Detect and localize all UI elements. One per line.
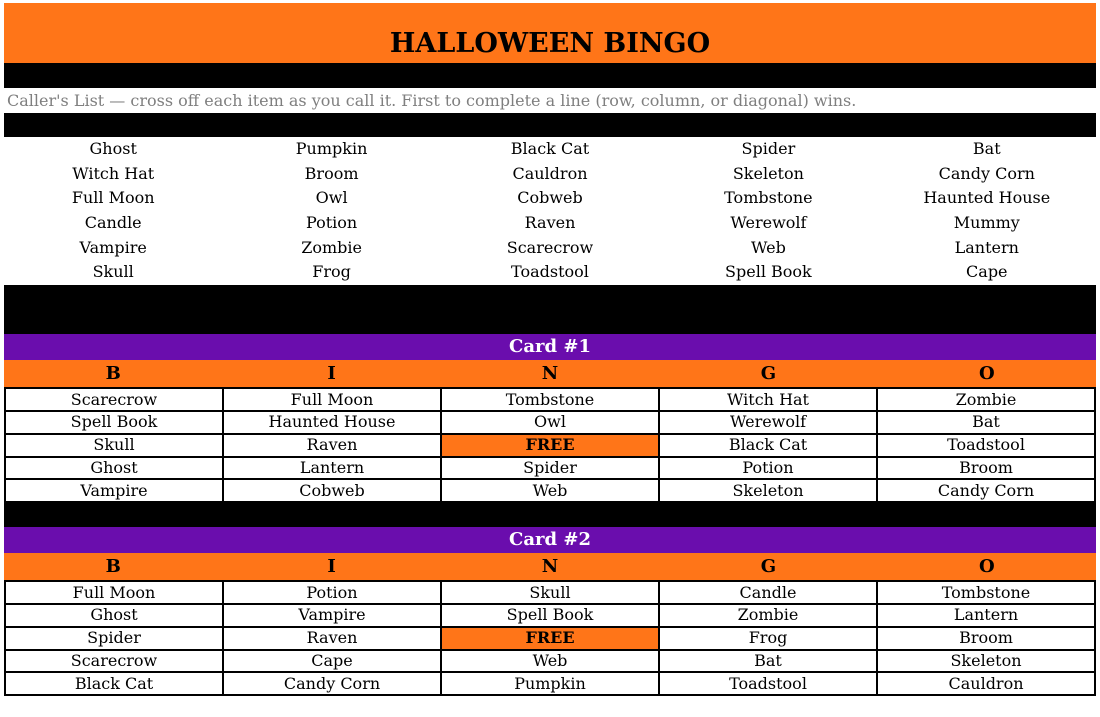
caller-item: Candy Corn <box>938 163 1035 183</box>
bingo-grid <box>4 580 1096 696</box>
caller-item: Toadstool <box>511 262 589 282</box>
bingo-cell: Lantern <box>877 604 1095 627</box>
bingo-cell: Tombstone <box>877 581 1095 604</box>
bingo-card-1 <box>4 334 1096 503</box>
bingo-cell: Scarecrow <box>5 650 223 673</box>
bingo-cell: Skull <box>441 581 659 604</box>
black-divider <box>4 113 1096 137</box>
bingo-cell: Spider <box>5 627 223 650</box>
bingo-cell: Haunted House <box>223 411 441 434</box>
bingo-cell: Werewolf <box>659 411 877 434</box>
caller-item: Candle <box>84 213 142 233</box>
instructions-text: Caller's List — cross off each item as you call it. First to complete a line (row, column, or diagonal) wins. <box>7 91 857 110</box>
bingo-row <box>5 604 1095 627</box>
bingo-cell: Spell Book <box>5 411 223 434</box>
bingo-cell: Vampire <box>5 479 223 502</box>
title-bar <box>4 3 1096 63</box>
bingo-cell: Black Cat <box>5 672 223 695</box>
bingo-cell: Witch Hat <box>659 388 877 411</box>
bingo-cell: Full Moon <box>5 581 223 604</box>
caller-item: Black Cat <box>510 139 590 158</box>
black-divider <box>4 503 1096 527</box>
caller-item: Skeleton <box>732 163 804 183</box>
bingo-cell: Skull <box>5 434 223 457</box>
bingo-cell: Cobweb <box>223 479 441 502</box>
bingo-letter-header <box>4 360 1096 387</box>
bingo-cell: Candle <box>659 581 877 604</box>
bingo-cell: Tombstone <box>441 388 659 411</box>
caller-item: Vampire <box>79 237 147 257</box>
bingo-cell: Bat <box>659 650 877 673</box>
card-title: Card #1 <box>4 334 1096 360</box>
bingo-cell: Full Moon <box>223 388 441 411</box>
caller-item: Werewolf <box>730 213 807 233</box>
page-title: HALLOWEEN BINGO <box>389 28 711 59</box>
bingo-cell: Potion <box>223 581 441 604</box>
bingo-card-2 <box>4 527 1096 696</box>
black-divider <box>4 285 1096 334</box>
bingo-cell: Spell Book <box>441 604 659 627</box>
bingo-cell: Web <box>441 650 659 673</box>
bingo-cell: Potion <box>659 457 877 480</box>
bingo-letter-n: N <box>541 363 559 385</box>
bingo-letter-o: O <box>978 556 995 578</box>
bingo-cell: Candy Corn <box>223 672 441 695</box>
caller-item: Cobweb <box>517 188 583 208</box>
bingo-cell: Vampire <box>223 604 441 627</box>
bingo-cell: Ghost <box>5 604 223 627</box>
caller-item: Web <box>750 237 786 257</box>
bingo-cell: Frog <box>659 627 877 650</box>
bingo-letter-header <box>4 553 1096 580</box>
bingo-letter-i: I <box>327 556 336 578</box>
bingo-cell: Skeleton <box>877 650 1095 673</box>
caller-item: Potion <box>305 213 358 233</box>
bingo-cell: Zombie <box>877 388 1095 411</box>
caller-list <box>4 137 1096 285</box>
bingo-cell: Ghost <box>5 457 223 480</box>
bingo-cell: Web <box>441 479 659 502</box>
bingo-cell: Candy Corn <box>877 479 1095 502</box>
caller-item: Scarecrow <box>506 237 594 257</box>
card-title: Card #2 <box>4 527 1096 553</box>
bingo-row <box>5 388 1095 411</box>
caller-item: Ghost <box>89 139 137 158</box>
bingo-row <box>5 457 1095 480</box>
bingo-cell: Pumpkin <box>441 672 659 695</box>
bingo-grid <box>4 387 1096 503</box>
bingo-cell: Skeleton <box>659 479 877 502</box>
bingo-cell: Spider <box>441 457 659 480</box>
caller-item: Lantern <box>954 237 1019 257</box>
caller-item: Spell Book <box>725 262 812 282</box>
bingo-letter-b: B <box>105 363 121 385</box>
bingo-letter-b: B <box>105 556 121 578</box>
bingo-cell: Black Cat <box>659 434 877 457</box>
caller-item: Frog <box>312 262 351 282</box>
bingo-cell: Zombie <box>659 604 877 627</box>
black-divider <box>4 63 1096 88</box>
caller-item: Zombie <box>301 237 362 257</box>
bingo-letter-o: O <box>978 363 995 385</box>
bingo-row <box>5 672 1095 695</box>
bingo-cell: Cape <box>223 650 441 673</box>
bingo-cell: Broom <box>877 627 1095 650</box>
bingo-cell: Cauldron <box>877 672 1095 695</box>
caller-item: Cauldron <box>512 163 588 183</box>
caller-item: Full Moon <box>71 188 155 208</box>
free-space: FREE <box>441 434 659 457</box>
bingo-row <box>5 627 1095 650</box>
bingo-row <box>5 434 1095 457</box>
bingo-cell: Scarecrow <box>5 388 223 411</box>
bingo-cell: Owl <box>441 411 659 434</box>
bingo-letter-i: I <box>327 363 336 385</box>
caller-item: Pumpkin <box>295 139 368 158</box>
bingo-row <box>5 479 1095 502</box>
bingo-letter-g: G <box>760 556 777 578</box>
caller-item: Tombstone <box>724 188 813 208</box>
bingo-row <box>5 581 1095 604</box>
bingo-letter-n: N <box>541 556 559 578</box>
caller-item: Witch Hat <box>72 163 155 183</box>
bingo-cell: Toadstool <box>659 672 877 695</box>
bingo-letter-g: G <box>760 363 777 385</box>
caller-item: Owl <box>315 188 348 208</box>
bingo-row <box>5 650 1095 673</box>
caller-item: Broom <box>304 163 359 183</box>
bingo-cell: Bat <box>877 411 1095 434</box>
caller-item: Skull <box>92 262 134 282</box>
caller-item: Raven <box>524 213 576 233</box>
caller-item: Bat <box>972 139 1001 158</box>
bingo-row <box>5 411 1095 434</box>
bingo-cell: Raven <box>223 434 441 457</box>
caller-item: Cape <box>966 262 1008 282</box>
bingo-cell: Lantern <box>223 457 441 480</box>
bingo-cell: Broom <box>877 457 1095 480</box>
free-space: FREE <box>441 627 659 650</box>
caller-item: Haunted House <box>923 188 1051 208</box>
caller-item: Spider <box>741 139 796 158</box>
bingo-cell: Toadstool <box>877 434 1095 457</box>
caller-item: Mummy <box>953 213 1020 233</box>
bingo-sheet <box>4 3 1096 696</box>
bingo-cell: Raven <box>223 627 441 650</box>
